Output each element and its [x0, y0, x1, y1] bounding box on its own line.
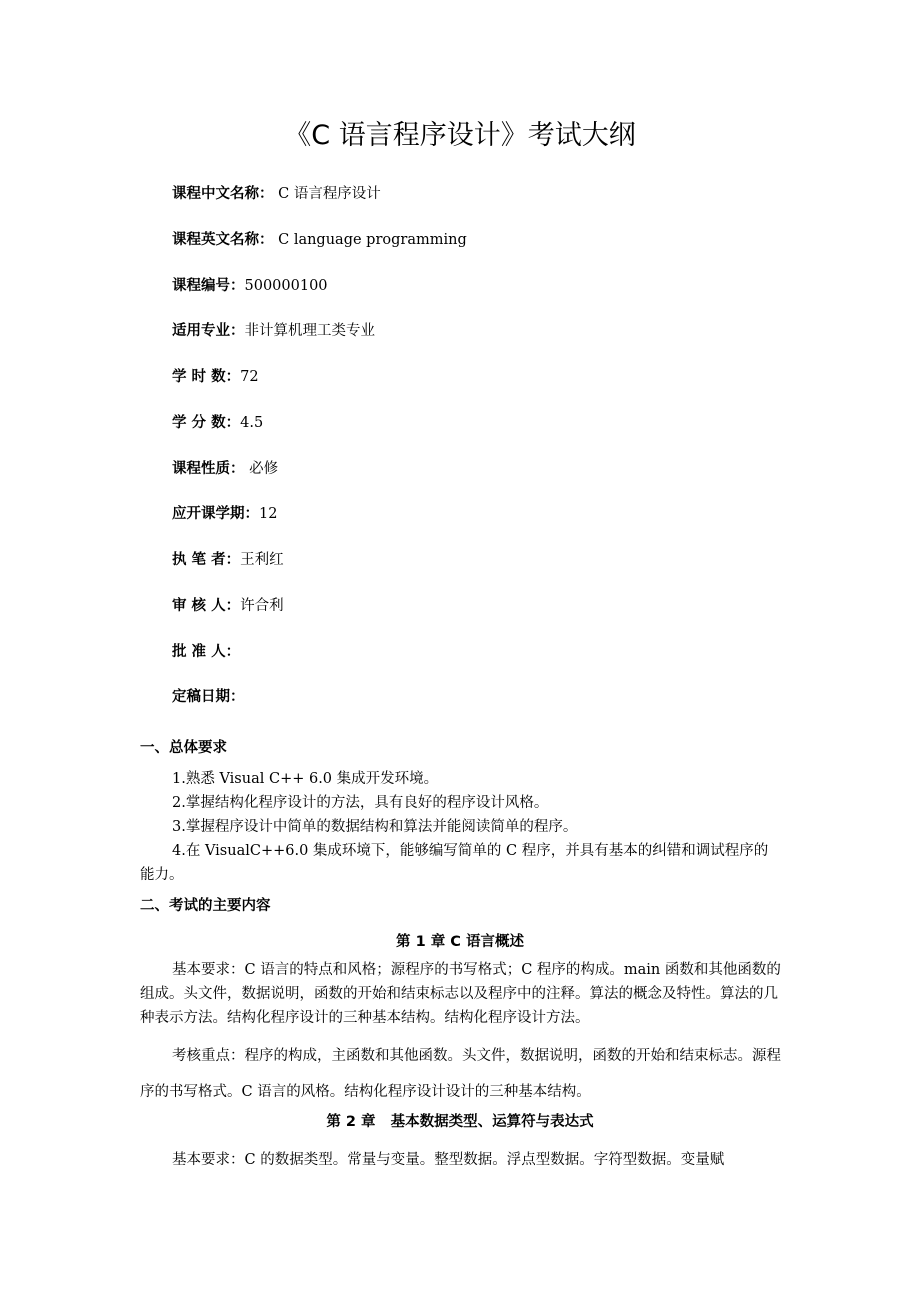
chapter-2-title: 第 2 章 基本数据类型、运算符与表达式 — [326, 1114, 594, 1130]
meta-label: 课程编号： — [172, 278, 245, 294]
list-item: 1.熟悉 Visual C++ 6.0 集成开发环境。 — [172, 771, 439, 787]
section-heading-content: 二、考试的主要内容 — [140, 898, 271, 914]
list-item: 2.掌握结构化程序设计的方法，具有良好的程序设计风格。 — [172, 795, 549, 811]
section-heading-general: 一、总体要求 — [140, 740, 227, 756]
chapter-1-basic-requirements — [140, 958, 782, 1030]
meta-value: 许合利 — [240, 598, 284, 614]
meta-final-date — [172, 687, 812, 707]
meta-value: 72 — [240, 369, 259, 385]
meta-label: 课程性质： — [172, 461, 245, 477]
meta-value: 王利红 — [240, 552, 284, 568]
meta-major — [172, 321, 812, 341]
meta-label: 执 笔 者： — [172, 552, 241, 568]
meta-english-name — [172, 230, 812, 250]
paragraph: 基本要求：C 语言的特点和风格；源程序的书写格式；C 程序的构成。main 函数和其他函数的组成。头文件，数据说明，函数的开始和结束标志以及程序中的注释。算法的概念及特性。算法的几种表示方法。结构化程序设计的三种基本结构。结构化程序设计方法。 — [140, 962, 781, 1026]
meta-value: 12 — [259, 506, 278, 522]
meta-label: 审 核 人： — [172, 598, 241, 614]
meta-value: 500000100 — [244, 278, 328, 294]
document-title: 《C 语言程序设计》考试大纲 — [284, 120, 636, 151]
paragraph: 考核重点：程序的构成，主函数和其他函数。头文件，数据说明，函数的开始和结束标志。源程序的书写格式。C 语言的风格。结构化程序设计设计的三种基本结构。 — [140, 1048, 781, 1100]
list-item: 3.掌握程序设计中简单的数据结构和算法并能阅读简单的程序。 — [172, 819, 578, 835]
meta-label: 学 分 数： — [172, 415, 241, 431]
meta-label: 定稿日期： — [172, 689, 245, 705]
meta-value: 必修 — [244, 461, 279, 477]
meta-label: 批 准 人： — [172, 644, 241, 660]
meta-label: 课程中文名称： — [172, 186, 274, 202]
meta-label: 学 时 数： — [172, 369, 241, 385]
meta-value: 非计算机理工类专业 — [244, 323, 375, 339]
meta-approver — [172, 642, 812, 662]
chapter-1-key-points — [140, 1038, 782, 1110]
meta-label: 应开课学期： — [172, 506, 259, 522]
meta-value: C language programming — [273, 232, 467, 248]
paragraph: 基本要求：C 的数据类型。常量与变量。整型数据。浮点型数据。字符型数据。变量赋 — [172, 1152, 725, 1168]
meta-credits — [172, 413, 812, 433]
general-requirements-list — [140, 767, 782, 887]
meta-chinese-name — [172, 184, 812, 204]
meta-hours — [172, 367, 812, 387]
meta-semester — [172, 504, 812, 524]
meta-label: 课程英文名称： — [172, 232, 274, 248]
meta-reviewer — [172, 596, 812, 616]
meta-value: C 语言程序设计 — [273, 186, 381, 202]
meta-course-code — [172, 276, 812, 296]
meta-value: 4.5 — [240, 415, 264, 431]
meta-label: 适用专业： — [172, 323, 245, 339]
list-item: 4.在 VisualC++6.0 集成环境下，能够编写简单的 C 程序，并具有基本的纠错和调试程序的能力。 — [140, 843, 769, 883]
meta-course-type — [172, 459, 812, 479]
meta-author — [172, 550, 812, 570]
chapter-2-basic-requirements — [140, 1148, 782, 1172]
chapter-1-title: 第 1 章 C 语言概述 — [396, 934, 524, 950]
